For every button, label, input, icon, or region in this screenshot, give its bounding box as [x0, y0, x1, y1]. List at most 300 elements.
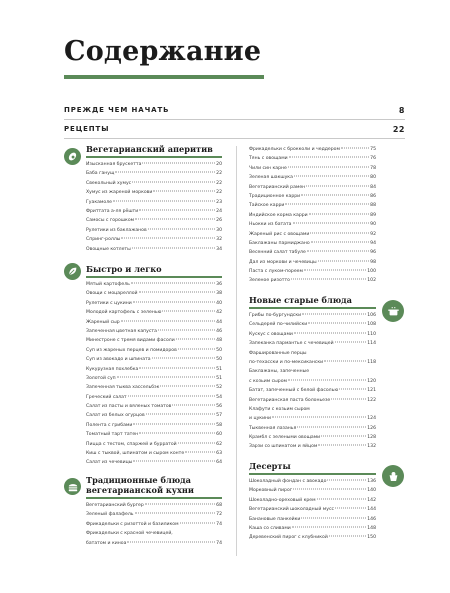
toc-entry-page: 78 [370, 165, 376, 171]
toc-entry-page: 63 [216, 451, 222, 457]
toc-entry-label: Салат из пасты и вяленых томатов [86, 404, 172, 410]
toc-entry-label: Паста с луком-пореем [249, 269, 303, 275]
toc-leader-dots [292, 526, 366, 527]
toc-entry-page: 20 [216, 162, 222, 167]
toc-entry[interactable] [86, 411, 222, 420]
column-divider [236, 146, 237, 556]
toc-entry[interactable] [86, 289, 222, 298]
toc-entry[interactable] [249, 405, 376, 414]
toc-leader-dots [132, 247, 215, 248]
toc-entry-page: 146 [367, 516, 376, 522]
toc-entry-label: Рулетики с цукини [86, 300, 132, 306]
toc-leader-dots [132, 181, 215, 182]
toc-entry[interactable] [86, 539, 222, 548]
toc-leader-dots [309, 213, 370, 214]
toc-entry-label: Шоколадно-ореховый крем [249, 497, 316, 503]
toc-leader-dots [121, 238, 215, 239]
toc-entry-page: 86 [370, 193, 376, 199]
toc-entry[interactable] [86, 198, 222, 207]
toc-entry[interactable] [249, 367, 376, 376]
toc-entry-label: Молодой картофель с зеленью [86, 310, 162, 316]
toc-leader-dots [115, 172, 215, 173]
section-heading-underline [249, 473, 376, 475]
toc-leader-dots [133, 461, 215, 462]
toc-entry-label: Запеканка пармантье с чечевицей [249, 341, 334, 347]
toc-leader-dots [335, 508, 366, 509]
toc-entry-label: Жареный рис с овощами [249, 231, 310, 237]
toc-entry[interactable] [249, 486, 376, 495]
toc-entry-label: Вегетарианский рамен [249, 184, 306, 190]
toc-entry-label: Салат из чечевицы [86, 460, 133, 466]
toc-entry[interactable] [86, 449, 222, 458]
toc-entry-page: 126 [367, 425, 376, 431]
toc-entry[interactable] [86, 318, 222, 327]
section-heading: Десерты [249, 461, 291, 471]
toc-entry-page: 26 [216, 218, 222, 224]
toc-entry-label: Овощи с моцареллой [86, 291, 138, 297]
toc-leader-dots [341, 148, 369, 149]
toc-leader-dots [139, 433, 215, 434]
toc-entry[interactable] [249, 477, 376, 486]
toc-leader-dots [139, 367, 215, 368]
toc-leader-dots [272, 417, 366, 418]
toc-entry-label: Зеленое ризотто [249, 278, 290, 284]
toc-leader-dots [133, 301, 215, 302]
toc-entry-label: Тыквенная лазанья [249, 425, 297, 431]
toc-entry-label: Банановые панкейки [249, 516, 301, 522]
toc-entry[interactable] [86, 336, 222, 345]
toc-entry-page: 132 [367, 444, 376, 450]
toc-leader-dots [311, 241, 369, 242]
toc-entry-page: 92 [370, 231, 376, 237]
toc-entry-label: Шоколадный фондан с авокадо [249, 479, 327, 484]
toc-entry-label: Запеченная цветная капуста [86, 328, 157, 334]
toc-entry[interactable] [249, 201, 376, 210]
toc-entry-label: Клафути с козьим сыром [249, 406, 310, 412]
toc-leader-dots [121, 320, 215, 321]
toc-entry-page: 142 [367, 497, 376, 503]
toc-entry-page: 80 [370, 175, 376, 181]
toc-leader-dots [289, 157, 369, 158]
toc-entry-label: Фриттата а-ля рёшти [86, 208, 139, 214]
toc-entry-label: Дал из моркови и чечевицы [249, 259, 317, 265]
toc-entry-page: 124 [367, 416, 376, 422]
toc-entry[interactable] [249, 533, 376, 542]
section-heading: Традиционные блюда вегетарианской кухни [86, 475, 194, 495]
toc-leader-dots [306, 185, 369, 186]
toc-leader-dots [301, 517, 366, 518]
section-traditional [86, 475, 222, 548]
toc-leader-dots [153, 191, 215, 192]
toc-entry-label: Вегетарианская паста болоньезе [249, 397, 331, 403]
toc-entry-label: Баклажаны, запеченные [249, 369, 310, 375]
toc-entry[interactable] [86, 169, 222, 178]
toc-entry-label: Хумус из жареной моркови [86, 190, 153, 196]
toc-leader-dots [162, 311, 215, 312]
toc-entry[interactable] [86, 299, 222, 308]
toc-leader-dots [127, 541, 215, 542]
toc-leader-dots [142, 163, 215, 164]
toc-entry-page: 114 [367, 341, 376, 347]
toc-entry-page: 96 [370, 250, 376, 256]
toc-entry[interactable] [249, 258, 376, 267]
toc-leader-dots [139, 292, 216, 293]
toc-entry-page: 24 [216, 208, 222, 214]
toc-leader-dots [131, 283, 215, 284]
toc-entry-page: 8 [398, 105, 405, 115]
toc-leader-dots [318, 260, 370, 261]
toc-entry-page: 94 [370, 240, 376, 246]
dessert-icon [382, 465, 404, 487]
toc-entry[interactable] [86, 188, 222, 197]
toc-leader-dots [146, 414, 215, 415]
toc-entry[interactable] [86, 245, 222, 254]
toc-entry-page: 108 [367, 322, 376, 328]
toc-entry[interactable] [86, 308, 222, 317]
toc-entry-label: Самосы с горошком [86, 218, 135, 224]
section-items [249, 145, 376, 286]
toc-leader-dots [180, 522, 216, 523]
toc-entry[interactable] [86, 160, 222, 169]
toc-leader-dots [139, 209, 215, 210]
toc-entry-page: 22 [216, 180, 222, 186]
toc-entry-page: 74 [216, 540, 222, 546]
toc-entry-label: Жареный сыр [86, 319, 120, 325]
toc-entry-page: 100 [367, 269, 376, 275]
toc-leader-dots [302, 314, 366, 315]
toc-entry-page: 57 [216, 413, 222, 419]
toc-entry[interactable] [249, 515, 376, 524]
toc-entry-page: 150 [367, 535, 376, 541]
toc-entry[interactable] [86, 402, 222, 411]
toc-entry[interactable] [86, 430, 222, 439]
toc-entry[interactable] [86, 520, 222, 529]
toc-leader-dots [324, 360, 366, 361]
toc-entry-recipes[interactable] [64, 124, 405, 134]
toc-entry[interactable] [86, 216, 222, 225]
toc-entry[interactable] [86, 501, 222, 510]
toc-leader-dots [294, 176, 369, 177]
toc-entry[interactable] [249, 211, 376, 220]
toc-entry[interactable] [249, 192, 376, 201]
toc-entry-label: Томатный тарт татен [86, 432, 139, 438]
toc-entry-label: Тайское карри [249, 203, 285, 209]
toc-entry[interactable] [249, 145, 376, 154]
toc-entry-page: 36 [216, 282, 222, 287]
toc-entry[interactable] [249, 377, 376, 386]
toc-entry-label: Суп из авокадо и шпината [86, 357, 151, 363]
toc-entry-label: Запеченная тыква хассельбэк [86, 385, 160, 391]
toc-entry[interactable] [249, 267, 376, 276]
toc-entry[interactable] [86, 440, 222, 449]
toc-entry[interactable] [86, 393, 222, 402]
toc-entry-label: и цукини [249, 416, 272, 422]
toc-leader-dots [148, 228, 215, 229]
toc-entry-label: Кукурузная похлебка [86, 366, 139, 372]
toc-entry-page: 51 [216, 366, 222, 372]
leaf-icon [64, 263, 81, 280]
toc-entry[interactable] [249, 433, 376, 442]
toc-entry[interactable] [249, 311, 376, 320]
toc-entry-label: Киш с тыквой, шпинатом и сыром конте [86, 451, 185, 457]
page-title: Содержание [64, 36, 262, 67]
toc-entry-page: 60 [216, 432, 222, 438]
toc-entry-before-start[interactable] [64, 105, 405, 115]
toc-entry[interactable] [249, 164, 376, 173]
toc-entry-page: 46 [216, 328, 222, 334]
toc-entry-page: 51 [216, 375, 222, 381]
toc-entry[interactable] [86, 179, 222, 188]
toc-leader-dots [310, 232, 369, 233]
toc-entry-label: Фаршированные перцы [249, 350, 307, 356]
toc-entry[interactable] [249, 496, 376, 505]
toc-entry-label: с козьим сыром [249, 378, 287, 384]
toc-entry-label: Баклажаны пармиджано [249, 240, 310, 246]
toc-entry-label: Пицца с тестом, спаржей и бурратой [86, 441, 177, 447]
toc-entry-page: 136 [367, 479, 376, 484]
toc-leader-dots [185, 452, 215, 453]
toc-entry-page: 102 [367, 278, 376, 284]
toc-leader-dots [339, 389, 366, 390]
toc-leader-dots [176, 339, 215, 340]
toc-entry-label: Фрикадельки с ризоттой и базиликом [86, 521, 179, 527]
toc-entry-label: Зеленая шакшука [249, 175, 293, 181]
toc-entry-label: по-техасски и по-мексикански [249, 359, 324, 365]
toc-entry-label: Крамбл с зелеными овощами [249, 435, 321, 441]
toc-leader-dots [335, 342, 367, 343]
toc-leader-dots [318, 445, 366, 446]
toc-entry-label: Салат из белых огурцов [86, 413, 145, 419]
toc-entry-label: Вегетарианский шоколадный мусс [249, 507, 334, 513]
section-new-old [249, 295, 376, 452]
toc-entry-page: 148 [367, 525, 376, 531]
toc-entry-page: 64 [216, 460, 222, 466]
top-divider [64, 138, 405, 139]
toc-leader-dots [145, 504, 215, 505]
toc-leader-dots [178, 348, 215, 349]
toc-leader-dots [304, 270, 366, 271]
toc-entry[interactable] [249, 330, 376, 339]
toc-entry-page: 72 [216, 512, 222, 518]
toc-entry[interactable] [249, 320, 376, 329]
toc-entry-label: Фрикадельки с брокколи и чеддером [249, 147, 340, 152]
toc-entry[interactable] [249, 442, 376, 451]
toc-entry-page: 110 [367, 331, 376, 337]
toc-entry[interactable] [249, 524, 376, 533]
toc-leader-dots [158, 329, 215, 330]
toc-entry[interactable] [249, 349, 376, 358]
toc-entry[interactable] [249, 358, 376, 367]
toc-leader-dots [317, 498, 367, 499]
section-heading-underline [86, 156, 222, 158]
toc-entry[interactable] [86, 346, 222, 355]
avocado-icon [64, 148, 81, 165]
toc-entry-page: 140 [367, 488, 376, 494]
toc-entry[interactable] [249, 339, 376, 348]
toc-entry-label: Спринг-роллы [86, 237, 121, 243]
top-divider [64, 119, 405, 120]
toc-entry-label: Золотой суп [86, 375, 116, 381]
toc-entry[interactable] [86, 207, 222, 216]
toc-entry[interactable] [249, 505, 376, 514]
toc-entry-page: 30 [216, 227, 222, 233]
toc-entry-label: Индийское корма карри [249, 212, 308, 218]
section-desserts [249, 461, 376, 543]
toc-entry[interactable] [86, 226, 222, 235]
toc-entry-label: Изысканная брускетта [86, 162, 142, 167]
toc-entry-page: 84 [370, 184, 376, 190]
toc-entry-label: Морковный пирог [249, 488, 293, 494]
toc-entry[interactable] [86, 529, 222, 538]
toc-leader-dots [321, 436, 366, 437]
toc-entry-label: Полента с грибами [86, 422, 133, 428]
toc-entry[interactable] [249, 220, 376, 229]
toc-leader-dots [307, 251, 369, 252]
toc-entry-page: 118 [367, 359, 376, 365]
section-quick [86, 264, 222, 468]
toc-entry[interactable] [86, 365, 222, 374]
toc-entry-label: Рулетики из баклажанов [86, 227, 147, 233]
toc-entry[interactable] [249, 173, 376, 182]
toc-entry-label: Чили син карне [249, 165, 287, 171]
toc-entry-label: Деревенский пирог с клубникой [249, 535, 328, 541]
toc-leader-dots [117, 376, 215, 377]
toc-entry[interactable] [86, 327, 222, 336]
toc-entry-page: 68 [216, 503, 222, 508]
toc-entry-page: 48 [216, 338, 222, 344]
section-items [249, 311, 376, 452]
section-heading: Вегетарианский аперитив [86, 144, 213, 154]
toc-entry-page: 42 [216, 310, 222, 316]
toc-entry[interactable] [249, 230, 376, 239]
toc-entry-label: Мятый картофель [86, 282, 130, 287]
toc-entry-page: 128 [367, 435, 376, 441]
toc-entry-page: 106 [367, 313, 376, 318]
toc-entry-page: 40 [216, 300, 222, 306]
toc-entry-label: Фрикадельки с красной чечевицей, [86, 531, 173, 537]
toc-entry-page: 122 [367, 397, 376, 403]
section-heading: Новые старые блюда [249, 295, 352, 305]
toc-leader-dots [178, 442, 215, 443]
toc-leader-dots [285, 204, 369, 205]
toc-entry-label: Ньокки из батата [249, 222, 292, 228]
toc-entry-page: 22 [392, 124, 405, 134]
toc-entry-page: 62 [216, 441, 222, 447]
toc-leader-dots [294, 332, 366, 333]
toc-entry[interactable] [86, 383, 222, 392]
section-items [249, 477, 376, 543]
section-heading-underline [249, 307, 376, 309]
toc-entry-label: бататом и киноа [86, 540, 127, 546]
section-items [86, 160, 222, 254]
toc-entry-page: 144 [367, 507, 376, 513]
toc-entry-page: 22 [216, 171, 222, 177]
toc-entry-page: 38 [216, 291, 222, 297]
toc-entry-label: Суп из жареных перцев и помидоров [86, 347, 177, 353]
toc-entry-label: Сельдерей по-чилийски [249, 322, 308, 328]
section-heading-underline [86, 276, 222, 278]
toc-entry[interactable] [86, 458, 222, 467]
section-heading: Быстро и легко [86, 264, 162, 274]
toc-leader-dots [308, 323, 366, 324]
toc-entry-label: Тянь с овощами [249, 156, 288, 162]
toc-entry[interactable] [249, 154, 376, 163]
toc-leader-dots [288, 379, 366, 380]
toc-entry-label: ПРЕЖДЕ ЧЕМ НАЧАТЬ [64, 106, 170, 114]
toc-entry[interactable] [249, 414, 376, 423]
toc-entry-page: 120 [367, 378, 376, 384]
toc-entry-label: Каша со сливами [249, 525, 291, 531]
toc-leader-dots [160, 386, 215, 387]
toc-entry-page: 50 [216, 347, 222, 353]
toc-leader-dots [113, 200, 215, 201]
toc-leader-dots [152, 358, 216, 359]
toc-leader-dots [135, 513, 216, 514]
toc-entry-page: 54 [216, 394, 222, 400]
section-items [86, 280, 222, 468]
toc-entry[interactable] [86, 355, 222, 364]
toc-entry-page: 74 [216, 521, 222, 527]
toc-entry-page: 75 [370, 147, 376, 152]
toc-entry-page: 22 [216, 190, 222, 196]
toc-entry-label: Зарзи со шпинатом и яйцом [249, 444, 318, 450]
toc-entry-page: 52 [216, 385, 222, 391]
section-aperitif [86, 144, 222, 254]
toc-leader-dots [301, 194, 369, 195]
toc-entry[interactable] [249, 248, 376, 257]
toc-entry[interactable] [86, 235, 222, 244]
section-items [86, 501, 222, 548]
toc-entry[interactable] [249, 424, 376, 433]
section-heading-underline [86, 497, 222, 499]
toc-entry[interactable] [86, 421, 222, 430]
toc-entry[interactable] [86, 374, 222, 383]
toc-leader-dots [297, 426, 366, 427]
toc-entry-label: Кускус с овощами [249, 331, 293, 337]
toc-entry[interactable] [86, 510, 222, 519]
toc-entry-page: 121 [367, 388, 376, 394]
toc-entry-page: 88 [370, 203, 376, 209]
title-underline [64, 75, 264, 79]
toc-entry-page: 23 [216, 199, 222, 205]
toc-leader-dots [291, 279, 366, 280]
section-traditional-continued [249, 145, 376, 286]
toc-entry-page: 56 [216, 404, 222, 410]
toc-entry[interactable] [249, 396, 376, 405]
toc-leader-dots [172, 405, 215, 406]
pot-icon [382, 300, 404, 322]
toc-entry[interactable] [249, 239, 376, 248]
toc-entry-page: 50 [216, 357, 222, 363]
toc-entry-page: 44 [216, 319, 222, 325]
toc-entry-label: Зеленый фалафель [86, 512, 134, 518]
toc-entry-label: Овощные котлеты [86, 246, 131, 252]
toc-entry[interactable] [249, 183, 376, 192]
toc-leader-dots [329, 536, 366, 537]
toc-entry-label: РЕЦЕПТЫ [64, 125, 110, 133]
toc-leader-dots [293, 223, 370, 224]
toc-entry[interactable] [249, 386, 376, 395]
toc-entry-label: Гуакамоле [86, 199, 112, 205]
toc-entry-page: 32 [216, 237, 222, 243]
toc-entry-page: 90 [370, 222, 376, 228]
toc-leader-dots [135, 219, 215, 220]
toc-entry[interactable] [249, 276, 376, 285]
toc-leader-dots [133, 423, 215, 424]
toc-leader-dots [293, 489, 366, 490]
toc-entry[interactable] [86, 280, 222, 289]
toc-entry-label: Весенний салат табуле [249, 250, 306, 256]
